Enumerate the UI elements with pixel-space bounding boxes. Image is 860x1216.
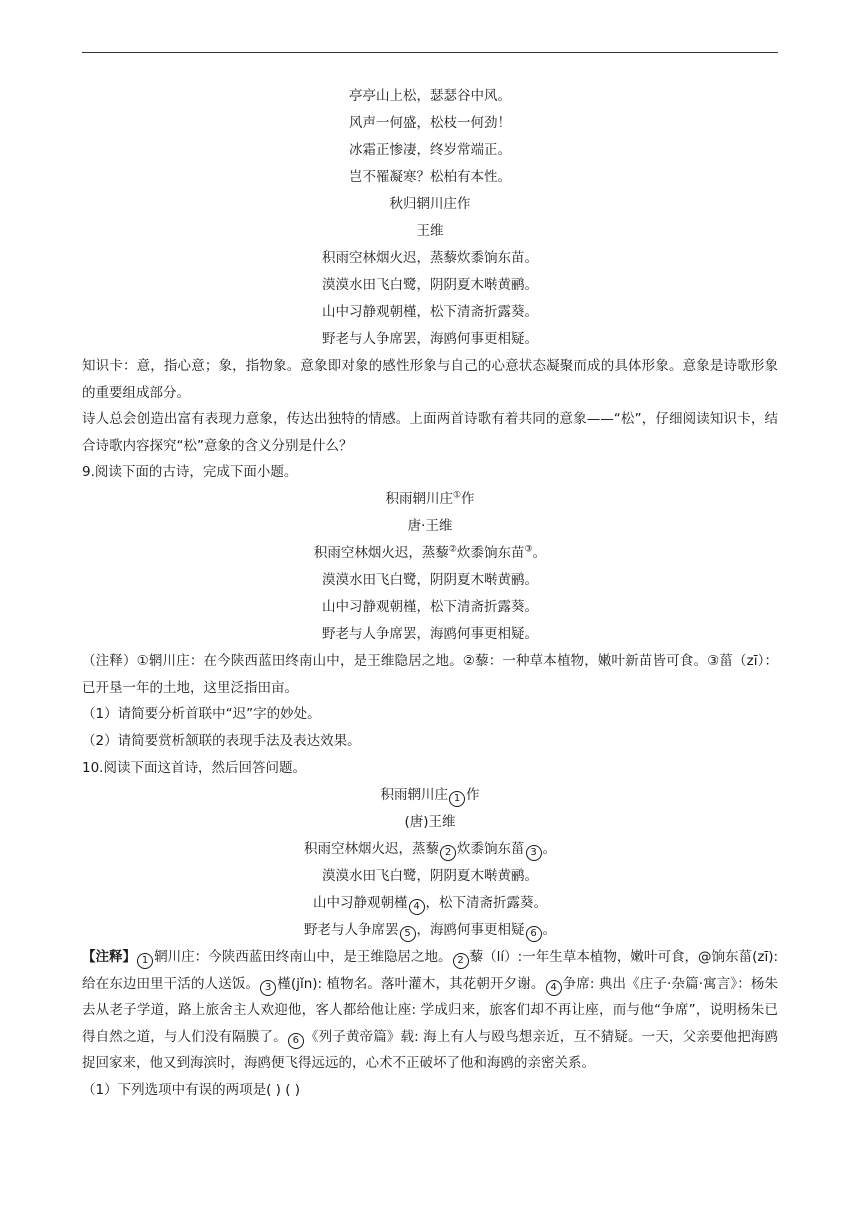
- question-heading: 9.阅读下面的古诗，完成下面小题。: [82, 464, 298, 480]
- poem-line: 山中习静观朝槿，松下清斋折露葵。: [322, 599, 538, 615]
- poem-line: 野老与人争席罢 5 ，海鸥何事更相疑 6 。: [82, 917, 778, 944]
- poem-line: 漠漠水田飞白鹭，阴阴夏木啭黄鹂。: [322, 868, 538, 884]
- poem-title: 积雨辋川庄①作: [385, 490, 475, 507]
- sub-question: （1）请简要分析首联中“迟”字的妙处。: [82, 706, 321, 722]
- poem-1: [82, 83, 778, 191]
- circled-number: 3: [260, 980, 276, 996]
- circled-number: 6: [288, 1033, 304, 1049]
- poem-line: 山中习静观朝槿 4 ，松下清斋折露葵。: [82, 890, 778, 917]
- circled-number: 1: [137, 953, 153, 969]
- poem-line: 岂不罹凝寒？松柏有本性。: [349, 169, 511, 185]
- poem-line: 风声一何盛，松枝一何劲！: [349, 115, 511, 131]
- poem-line: 野老与人争席罢，海鸥何事更相疑。: [322, 626, 538, 642]
- poem-line: 亭亭山上松，瑟瑟谷中风。: [349, 88, 511, 104]
- question-heading: 10.阅读下面这首诗，然后回答问题。: [82, 760, 306, 776]
- circled-number: 2: [453, 953, 469, 969]
- circled-number: 1: [449, 791, 465, 807]
- poem-line: 漠漠水田飞白鹭，阴阴夏木啭黄鹂。: [322, 572, 538, 588]
- poem-title: 积雨辋川庄 1 作: [82, 782, 778, 809]
- poem-line: 漠漠水田飞白鹭，阴阴夏木啭黄鹂。: [322, 277, 538, 293]
- poem-line: 冰霜正惨凄，终岁常端正。: [349, 142, 511, 158]
- question-10: [82, 755, 778, 1104]
- sub-question: （2）请简要赏析颔联的表现手法及表达效果。: [82, 733, 361, 749]
- annotation: （注释）①辋川庄：在今陕西蓝田终南山中，是王维隐居之地。②藜：一种草本植物，嫩叶新苗皆可食。③菑（zī）：已开垦一年的土地，这里泛指田亩。: [82, 653, 779, 696]
- circled-number: 4: [409, 899, 425, 915]
- circled-number: 3: [526, 845, 542, 861]
- poem-author: 唐·王维: [407, 518, 453, 534]
- knowledge-card: 知识卡：意，指心意；象，指物象。意象即对象的感性形象与自己的心意状态凝聚而成的具体形象。意象是诗歌形象的重要组成部分。: [82, 358, 778, 401]
- sub-question: （1）下列选项中有误的两项是( ) ( ): [82, 1081, 301, 1098]
- question-8-prompt: 诗人总会创造出富有表现力意象，传达出独特的情感。上面两首诗歌有着共同的意象——“松”，仔细阅读知识卡，结合诗歌内容探究“松”意象的含义分别是什么？: [82, 411, 778, 454]
- poem-title: 秋归辋川庄作: [389, 196, 471, 212]
- circled-number: 6: [526, 926, 542, 942]
- poem-line: 野老与人争席罢，海鸥何事更相疑。: [322, 331, 538, 347]
- poem-author: 王维: [416, 223, 444, 239]
- poem-line: 积雨空林烟火迟，蒸藜 2 炊黍饷东菑 3 。: [82, 836, 778, 863]
- poem-line: 山中习静观朝槿，松下清斋折露葵。: [322, 304, 538, 320]
- document-page: [82, 83, 778, 1104]
- annotation: 【注释】 1 辋川庄：今陕西蓝田终南山中，是王维隐居之地。 2 藜（lí）:一年生草本植物，嫩叶可食，@饷东菑(zī): 给在东边田里干活的人送饭。 3 槿(jǐn): 植物名。落叶灌木，其花朝开夕谢。 4 争席: 典出《庄子·杂篇·寓言》：杨朱去从老子学道，路上旅舍主人欢迎他，客人都给他让座: 学成归来，旅客们却不再让座，而与他“争席”，说明杨朱已得自然之道，与人们没有隔膜了。 6 《列子黄帝篇》载: 海上有人与殴鸟想亲近，互不猜疑。一天，父亲要他把海鸥捉回家来，他又到海滨时，海鸥便飞得远远的，心术不正破坏了他和海鸥的亲密关系。: [82, 949, 779, 1071]
- poem-2: [82, 191, 778, 353]
- question-9: [82, 459, 778, 755]
- circled-number: 5: [400, 926, 416, 942]
- poem-author: (唐)王维: [404, 814, 456, 830]
- poem-line: 积雨空林烟火迟，蒸藜炊黍饷东苗。: [322, 250, 538, 266]
- circled-number: 4: [546, 980, 562, 996]
- header-rule: [82, 52, 778, 53]
- poem-line: 积雨空林烟火迟，蒸藜②炊黍饷东苗③。: [313, 544, 547, 561]
- circled-number: 2: [440, 845, 456, 861]
